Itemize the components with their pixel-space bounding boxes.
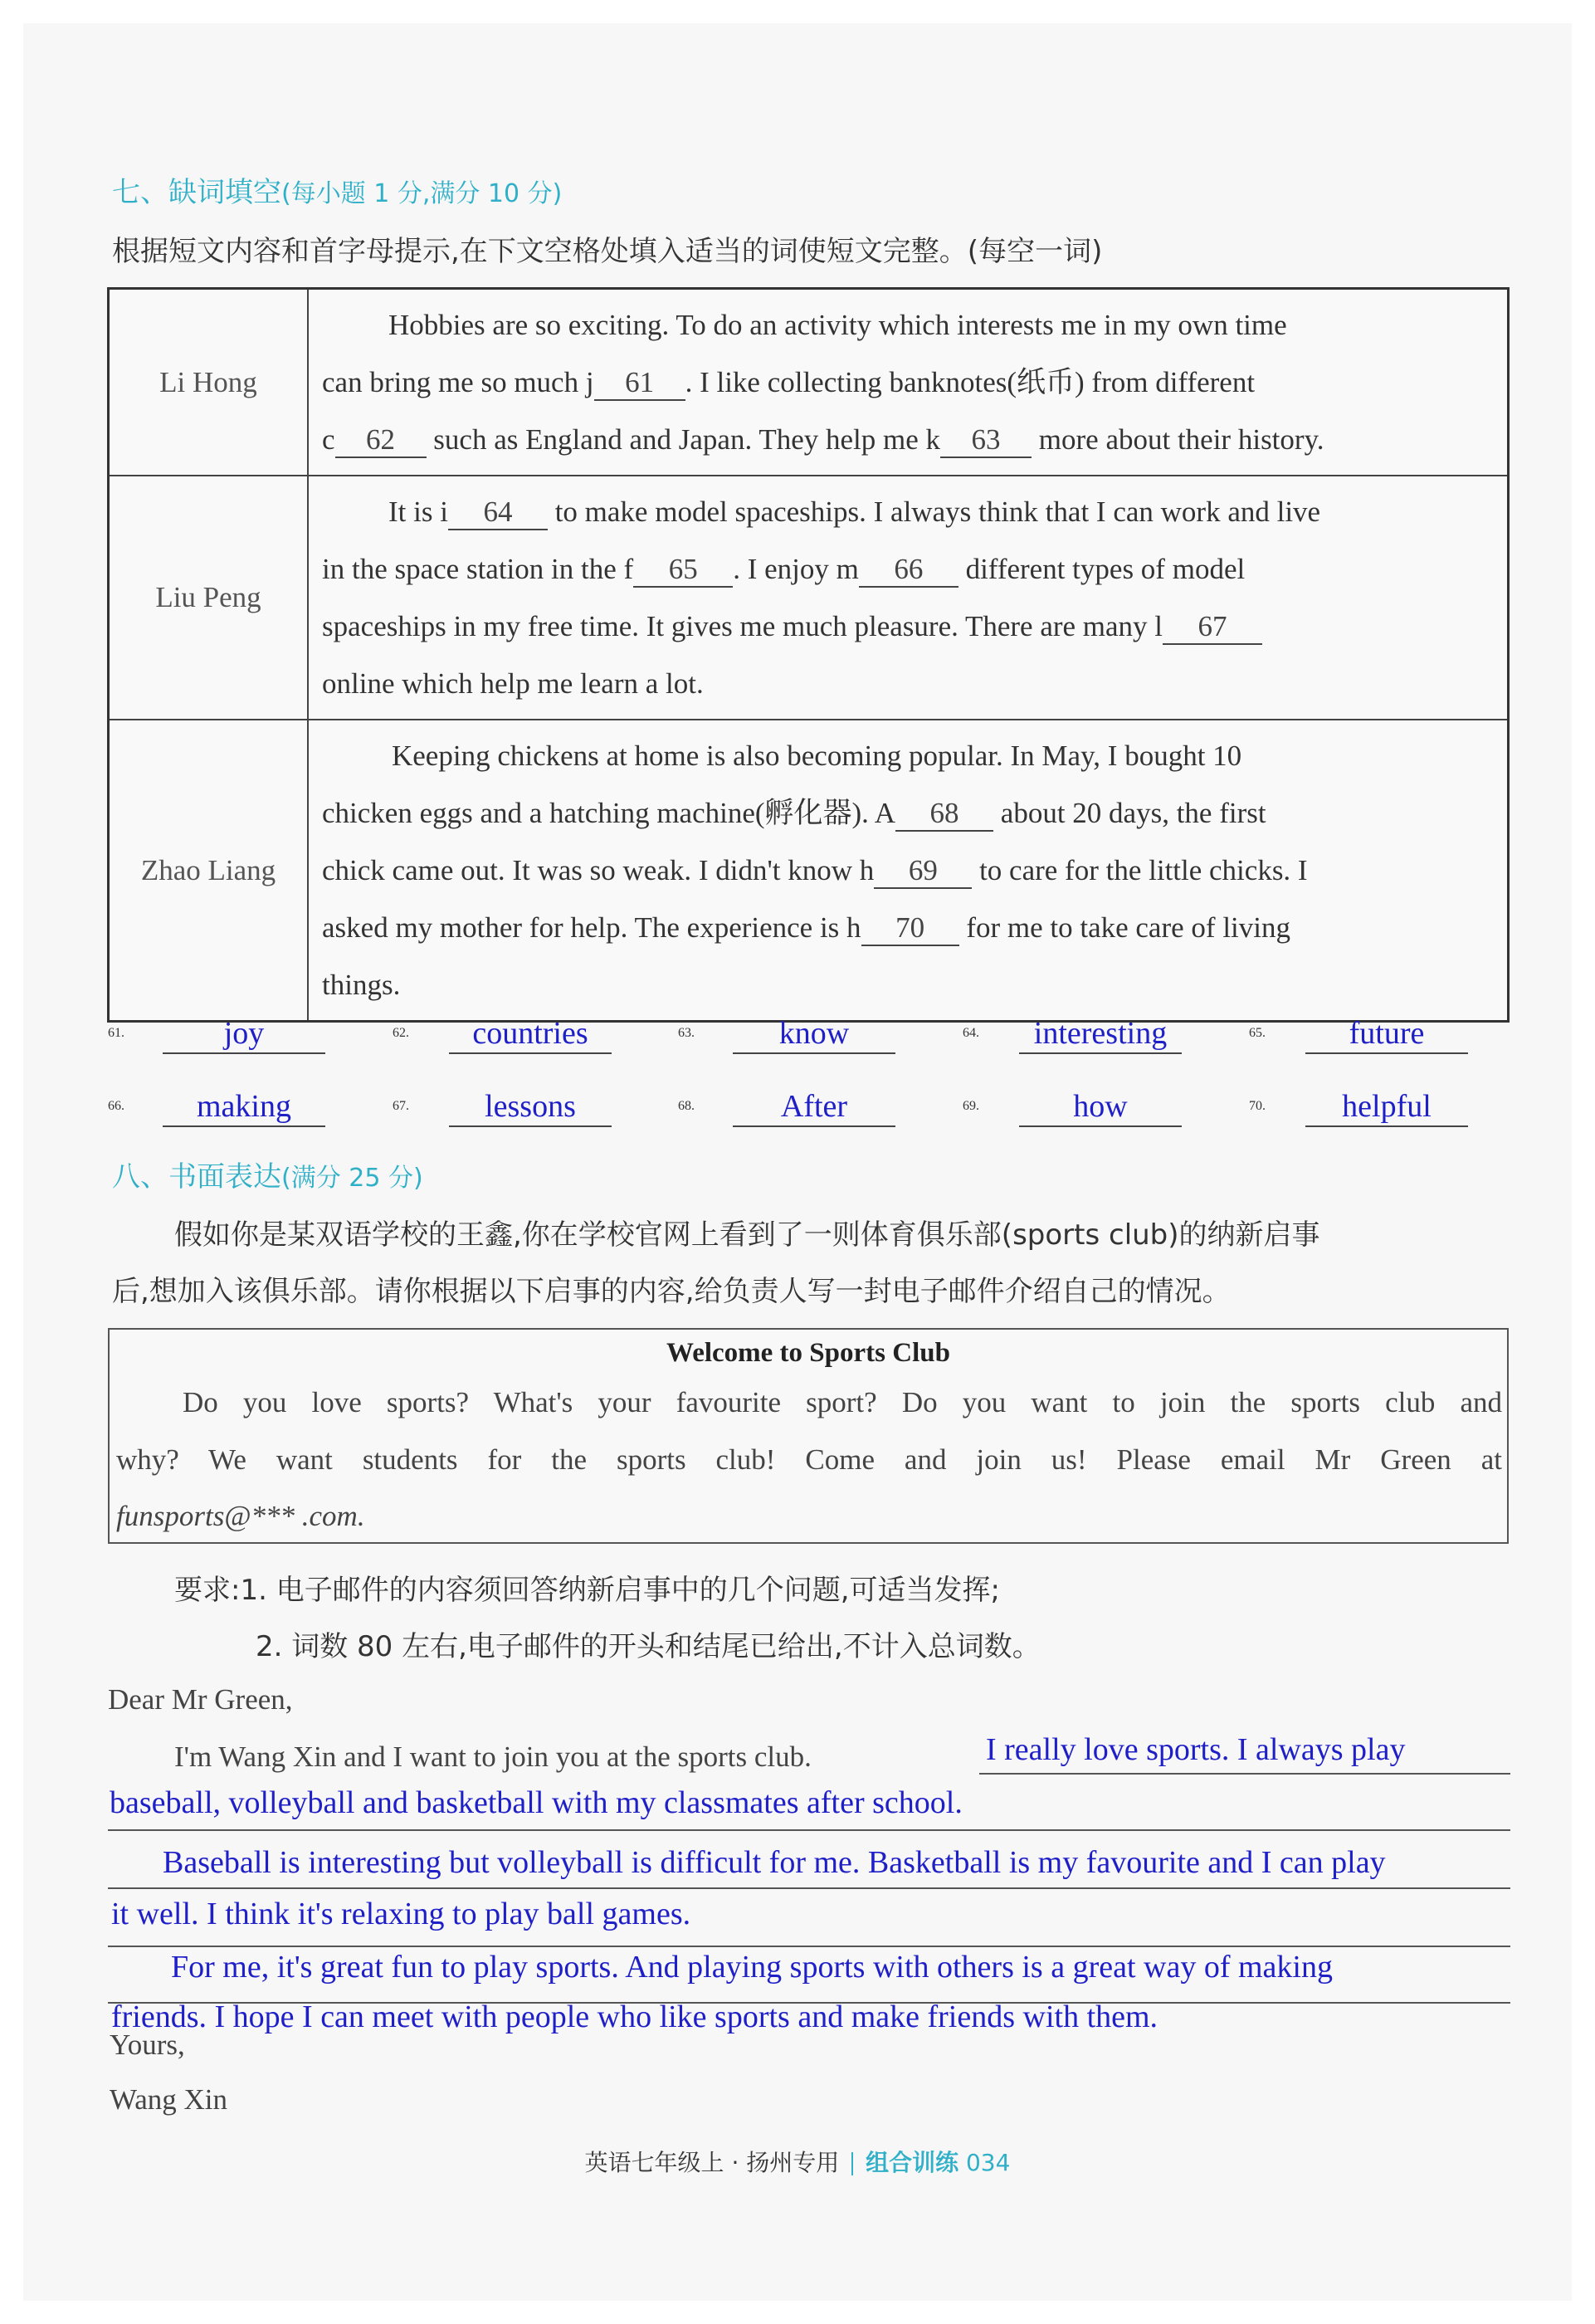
passage-line: asked my mother for help. The experience is h 70 for me to take care of living (322, 899, 1492, 956)
passage-cell (308, 476, 1509, 720)
answer-62[interactable]: countries (449, 1014, 612, 1054)
name-cell: Liu Peng (109, 476, 309, 720)
notice-line: Do you love sports? What's your favourite sport? Do you want to join the sports club and (183, 1386, 1502, 1418)
requirement-1: 要求:1. 电子邮件的内容须回答纳新启事中的几个问题,可适当发挥; (174, 1574, 1000, 1607)
answer-number: 62. (393, 1026, 409, 1040)
blank-67[interactable]: 67 (1163, 611, 1262, 645)
prompt-line-2: 后,想加入该俱乐部。请你根据以下启事的内容,给负责人写一封电子邮件介绍自己的情况。 (112, 1275, 1231, 1308)
answer-number: 64. (963, 1026, 979, 1040)
section7-heading (112, 169, 562, 210)
answer-number: 69. (963, 1099, 979, 1113)
answer-70[interactable]: helpful (1305, 1087, 1468, 1127)
passage-line: chicken eggs and a hatching machine(孵化器). A 68 about 20 days, the first (322, 784, 1492, 842)
greeting: Dear Mr Green, (108, 1683, 293, 1716)
essay-line: it well. I think it's relaxing to play ball games. (111, 1897, 691, 1931)
answer-67[interactable]: lessons (449, 1087, 612, 1127)
name-cell: Zhao Liang (109, 720, 309, 1022)
answer-65[interactable]: future (1305, 1014, 1468, 1054)
passage-line: c 62 such as England and Japan. They help me k 63 more about their history. (322, 411, 1492, 468)
writing-line (108, 1887, 1510, 1889)
section8-score: (满分 25 分) (281, 1164, 423, 1193)
passage-line: Hobbies are so exciting. To do an activity which interests me in my own time (388, 309, 1287, 341)
closing: Yours, (110, 2029, 185, 2061)
notice-email: funsports@*** .com. (116, 1500, 365, 1532)
blank-70[interactable]: 70 (861, 912, 959, 946)
section7-score: (每小题 1 分,满分 10 分) (281, 179, 563, 208)
answer-69[interactable]: how (1019, 1087, 1182, 1127)
name-cell: Li Hong (109, 289, 309, 476)
passage-line: Keeping chickens at home is also becoming popular. In May, I bought 10 (392, 740, 1242, 772)
writing-line (108, 1946, 1510, 1947)
blank-62[interactable]: 62 (335, 424, 427, 458)
passage-line: It is i 64 to make model spaceships. I always think that I can work and live (322, 483, 1492, 540)
writing-line (108, 1829, 1510, 1831)
answer-61[interactable]: joy (163, 1014, 325, 1054)
signature: Wang Xin (110, 2083, 228, 2116)
answer-68[interactable]: After (733, 1087, 895, 1127)
passage-line: online which help me learn a lot. (322, 667, 704, 700)
footer-section-label: 组合训练 (866, 2149, 959, 2176)
notice-box (108, 1328, 1509, 1544)
section8-heading (112, 1154, 423, 1194)
answer-number: 70. (1249, 1099, 1266, 1113)
opening-sentence: I'm Wang Xin and I want to join you at the sports club. (174, 1741, 812, 1773)
requirement-2: 2. 词数 80 左右,电子邮件的开头和结尾已给出,不计入总词数。 (256, 1630, 1041, 1663)
answer-number: 67. (393, 1099, 409, 1113)
essay-line: friends. I hope I can meet with people who like sports and make friends with them. (111, 1999, 1158, 2034)
section7-instruction: 根据短文内容和首字母提示,在下文空格处填入适当的词使短文完整。(每空一词) (112, 235, 1103, 268)
answer-number: 65. (1249, 1026, 1266, 1040)
footer-book-title: 英语七年级上 · 扬州专用 (584, 2149, 840, 2176)
answer-64[interactable]: interesting (1019, 1014, 1182, 1054)
essay-line: For me, it's great fun to play sports. And playing sports with others is a great way of making (171, 1950, 1333, 1985)
section8-title: 八、书面表达 (112, 1160, 281, 1194)
answer-66[interactable]: making (163, 1087, 325, 1127)
essay-line: baseball, volleyball and basketball with my classmates after school. (110, 1785, 963, 1820)
section7-title: 七、缺词填空 (112, 176, 281, 209)
answer-63[interactable]: know (733, 1014, 895, 1054)
answer-number: 61. (108, 1026, 124, 1040)
passage-cell (308, 720, 1509, 1022)
blank-63[interactable]: 63 (940, 424, 1032, 458)
blank-69[interactable]: 69 (874, 855, 972, 889)
blank-65[interactable]: 65 (633, 554, 733, 588)
passage-cell (308, 289, 1509, 476)
passage-line: in the space station in the f 65 . I enjoy m 66 different types of model (322, 540, 1492, 598)
blank-68[interactable]: 68 (895, 798, 993, 832)
passage-line: can bring me so much j 61 . I like collecting banknotes(纸币) from different (322, 354, 1492, 411)
prompt-line-1: 假如你是某双语学校的王鑫,你在学校官网上看到了一则体育俱乐部(sports club)的纳新启事 (174, 1218, 1320, 1252)
essay-line: Baseball is interesting but volleyball is difficult for me. Basketball is my favourite and I can play (163, 1845, 1386, 1880)
notice-title: Welcome to Sports Club (666, 1338, 950, 1368)
passage-line: spaceships in my free time. It gives me much pleasure. There are many l 67 (322, 598, 1492, 655)
table-row (109, 476, 1509, 720)
page-footer (0, 2145, 1595, 2178)
blank-61[interactable]: 61 (594, 367, 685, 401)
footer-divider (851, 2152, 853, 2175)
answer-number: 68. (678, 1099, 695, 1113)
table-row (109, 289, 1509, 476)
footer-page-number: 034 (965, 2149, 1011, 2176)
blank-66[interactable]: 66 (859, 554, 958, 588)
essay-line: I really love sports. I always play (986, 1732, 1406, 1767)
answer-number: 66. (108, 1099, 124, 1113)
notice-line: why? We want students for the sports club! Come and join us! Please email Mr Green at (116, 1443, 1502, 1476)
writing-line (979, 1773, 1510, 1775)
passage-line: things. (322, 969, 401, 1001)
passage-line: chick came out. It was so weak. I didn't know h 69 to care for the little chicks. I (322, 842, 1492, 899)
passage-table (107, 287, 1510, 1023)
blank-64[interactable]: 64 (448, 496, 548, 530)
table-row (109, 720, 1509, 1022)
answer-number: 63. (678, 1026, 695, 1040)
